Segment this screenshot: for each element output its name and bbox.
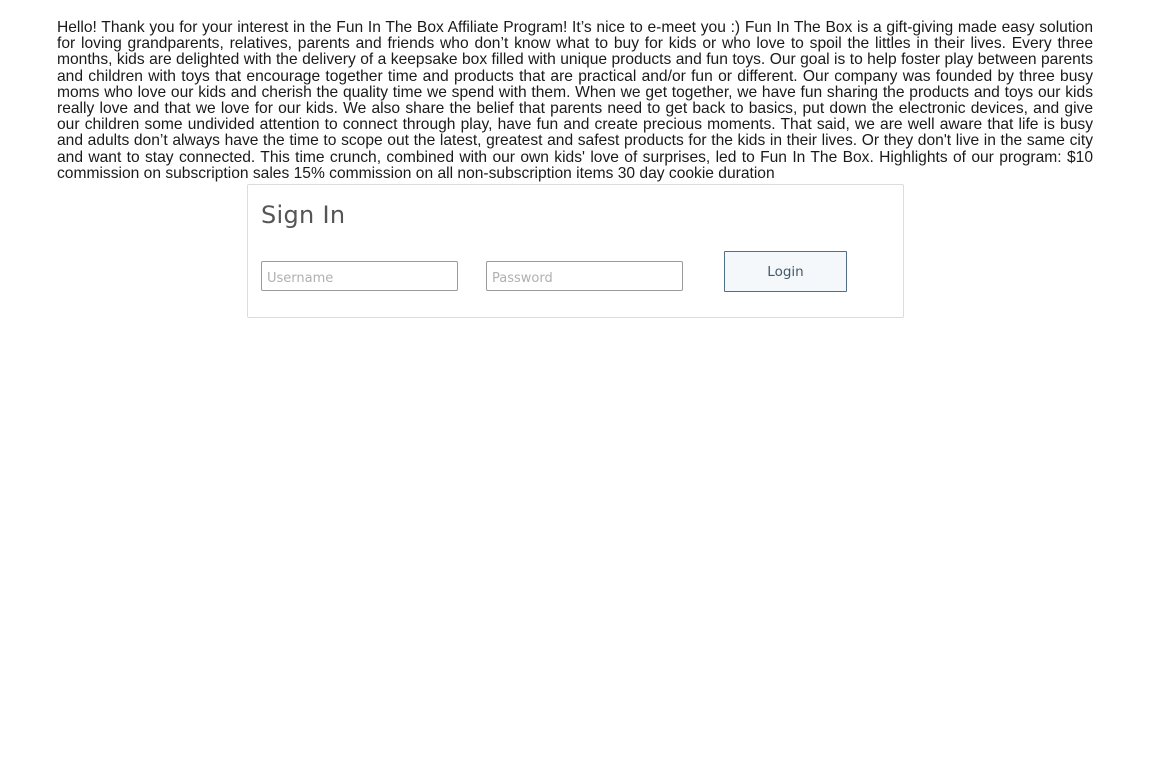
sign-in-panel [247,184,904,318]
login-button[interactable]: Login [724,251,847,292]
username-input[interactable] [261,261,458,291]
password-input[interactable] [486,261,683,291]
sign-in-title: Sign In [261,201,346,229]
affiliate-intro-text: Hello! Thank you for your interest in the Fun In The Box Affiliate Program! It’s nice to e-meet you :) Fun In The Box is a gift-giving made easy solution for loving grandparents, relatives, parents and friends who don’t know what to buy for kids or who love to spoil the littles in their lives. Every three months, kids are delighted with the delivery of a keepsake box filled with unique products and fun toys. Our goal is to help foster play between parents and children with toys that encourage together time and products that are practical and/or fun or different. Our company was founded by three busy moms who love our kids and cherish the quality time we spend with them. When we get together, we have fun sharing the products and toys our kids really love and that we love for our kids. We also share the belief that parents need to get back to basics, put down the electronic devices, and give our children some undivided attention to connect through play, have fun and create precious moments. That said, we are well aware that life is busy and adults don’t always have the time to scope out the latest, greatest and safest products for the kids in their lives. Or they don't live in the same city and want to stay connected. This time crunch, combined with our own kids' love of surprises, led to Fun In The Box. Highlights of our program: $10 commission on subscription sales 15% commission on all non-subscription items 30 day cookie duration [57,19,1093,182]
